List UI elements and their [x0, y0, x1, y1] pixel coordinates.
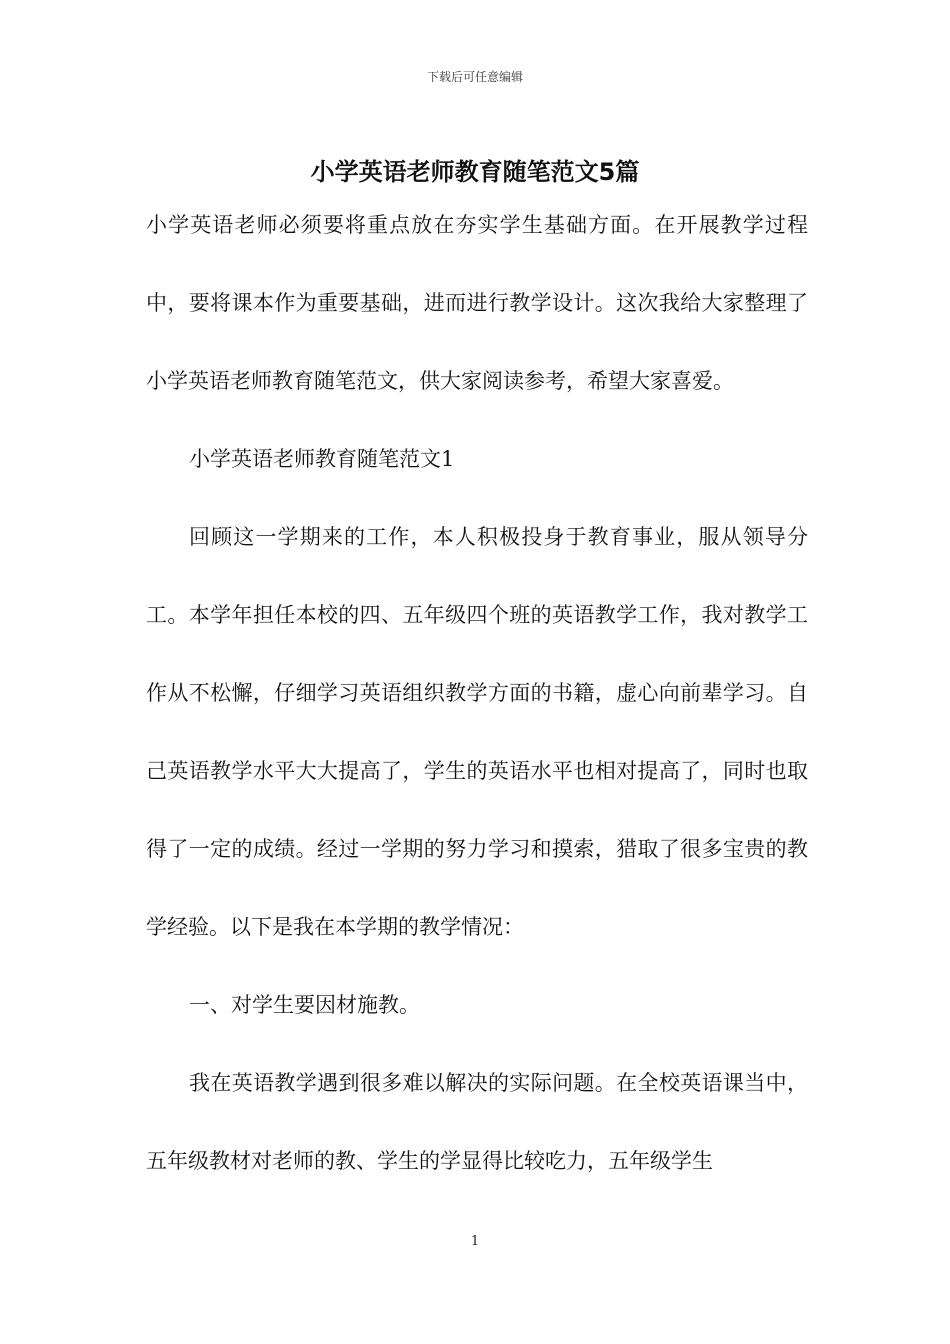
section-heading-1: 小学英语老师教育随笔范文1 [189, 447, 455, 471]
body-paragraph: 回顾这一学期来的工作，本人积极投身于教育事业，服从领导分工。本学年担任本校的四、五年级四个班的英语教学工作，我对教学工作从不松懈，仔细学习英语组织教学方面的书籍，虚心向前辈学习。自己英语教学水平大大提高了，学生的英语水平也相对提高了，同时也取得了一定的成绩。经过一学期的努力学习和摸索，猎取了很多宝贵的教学经验。以下是我在本学期的教学情况： [146, 525, 808, 939]
header-note: 下载后可任意编辑 [426, 70, 523, 84]
page-number: 1 [470, 1234, 480, 1249]
document-title: 小学英语老师教育随笔范文5篇 [310, 158, 640, 186]
body-paragraph: 我在英语教学遇到很多难以解决的实际问题。在全校英语课当中，五年级教材对老师的教、学生的学显得比较吃力，五年级学生 [146, 1071, 808, 1173]
document-body [146, 186, 808, 1200]
subsection-heading: 一、对学生要因材施教。 [189, 993, 420, 1017]
intro-paragraph: 小学英语老师必须要将重点放在夯实学生基础方面。在开展教学过程中，要将课本作为重要基础，进而进行教学设计。这次我给大家整理了小学英语老师教育随笔范文，供大家阅读参考，希望大家喜爱。 [146, 213, 808, 393]
